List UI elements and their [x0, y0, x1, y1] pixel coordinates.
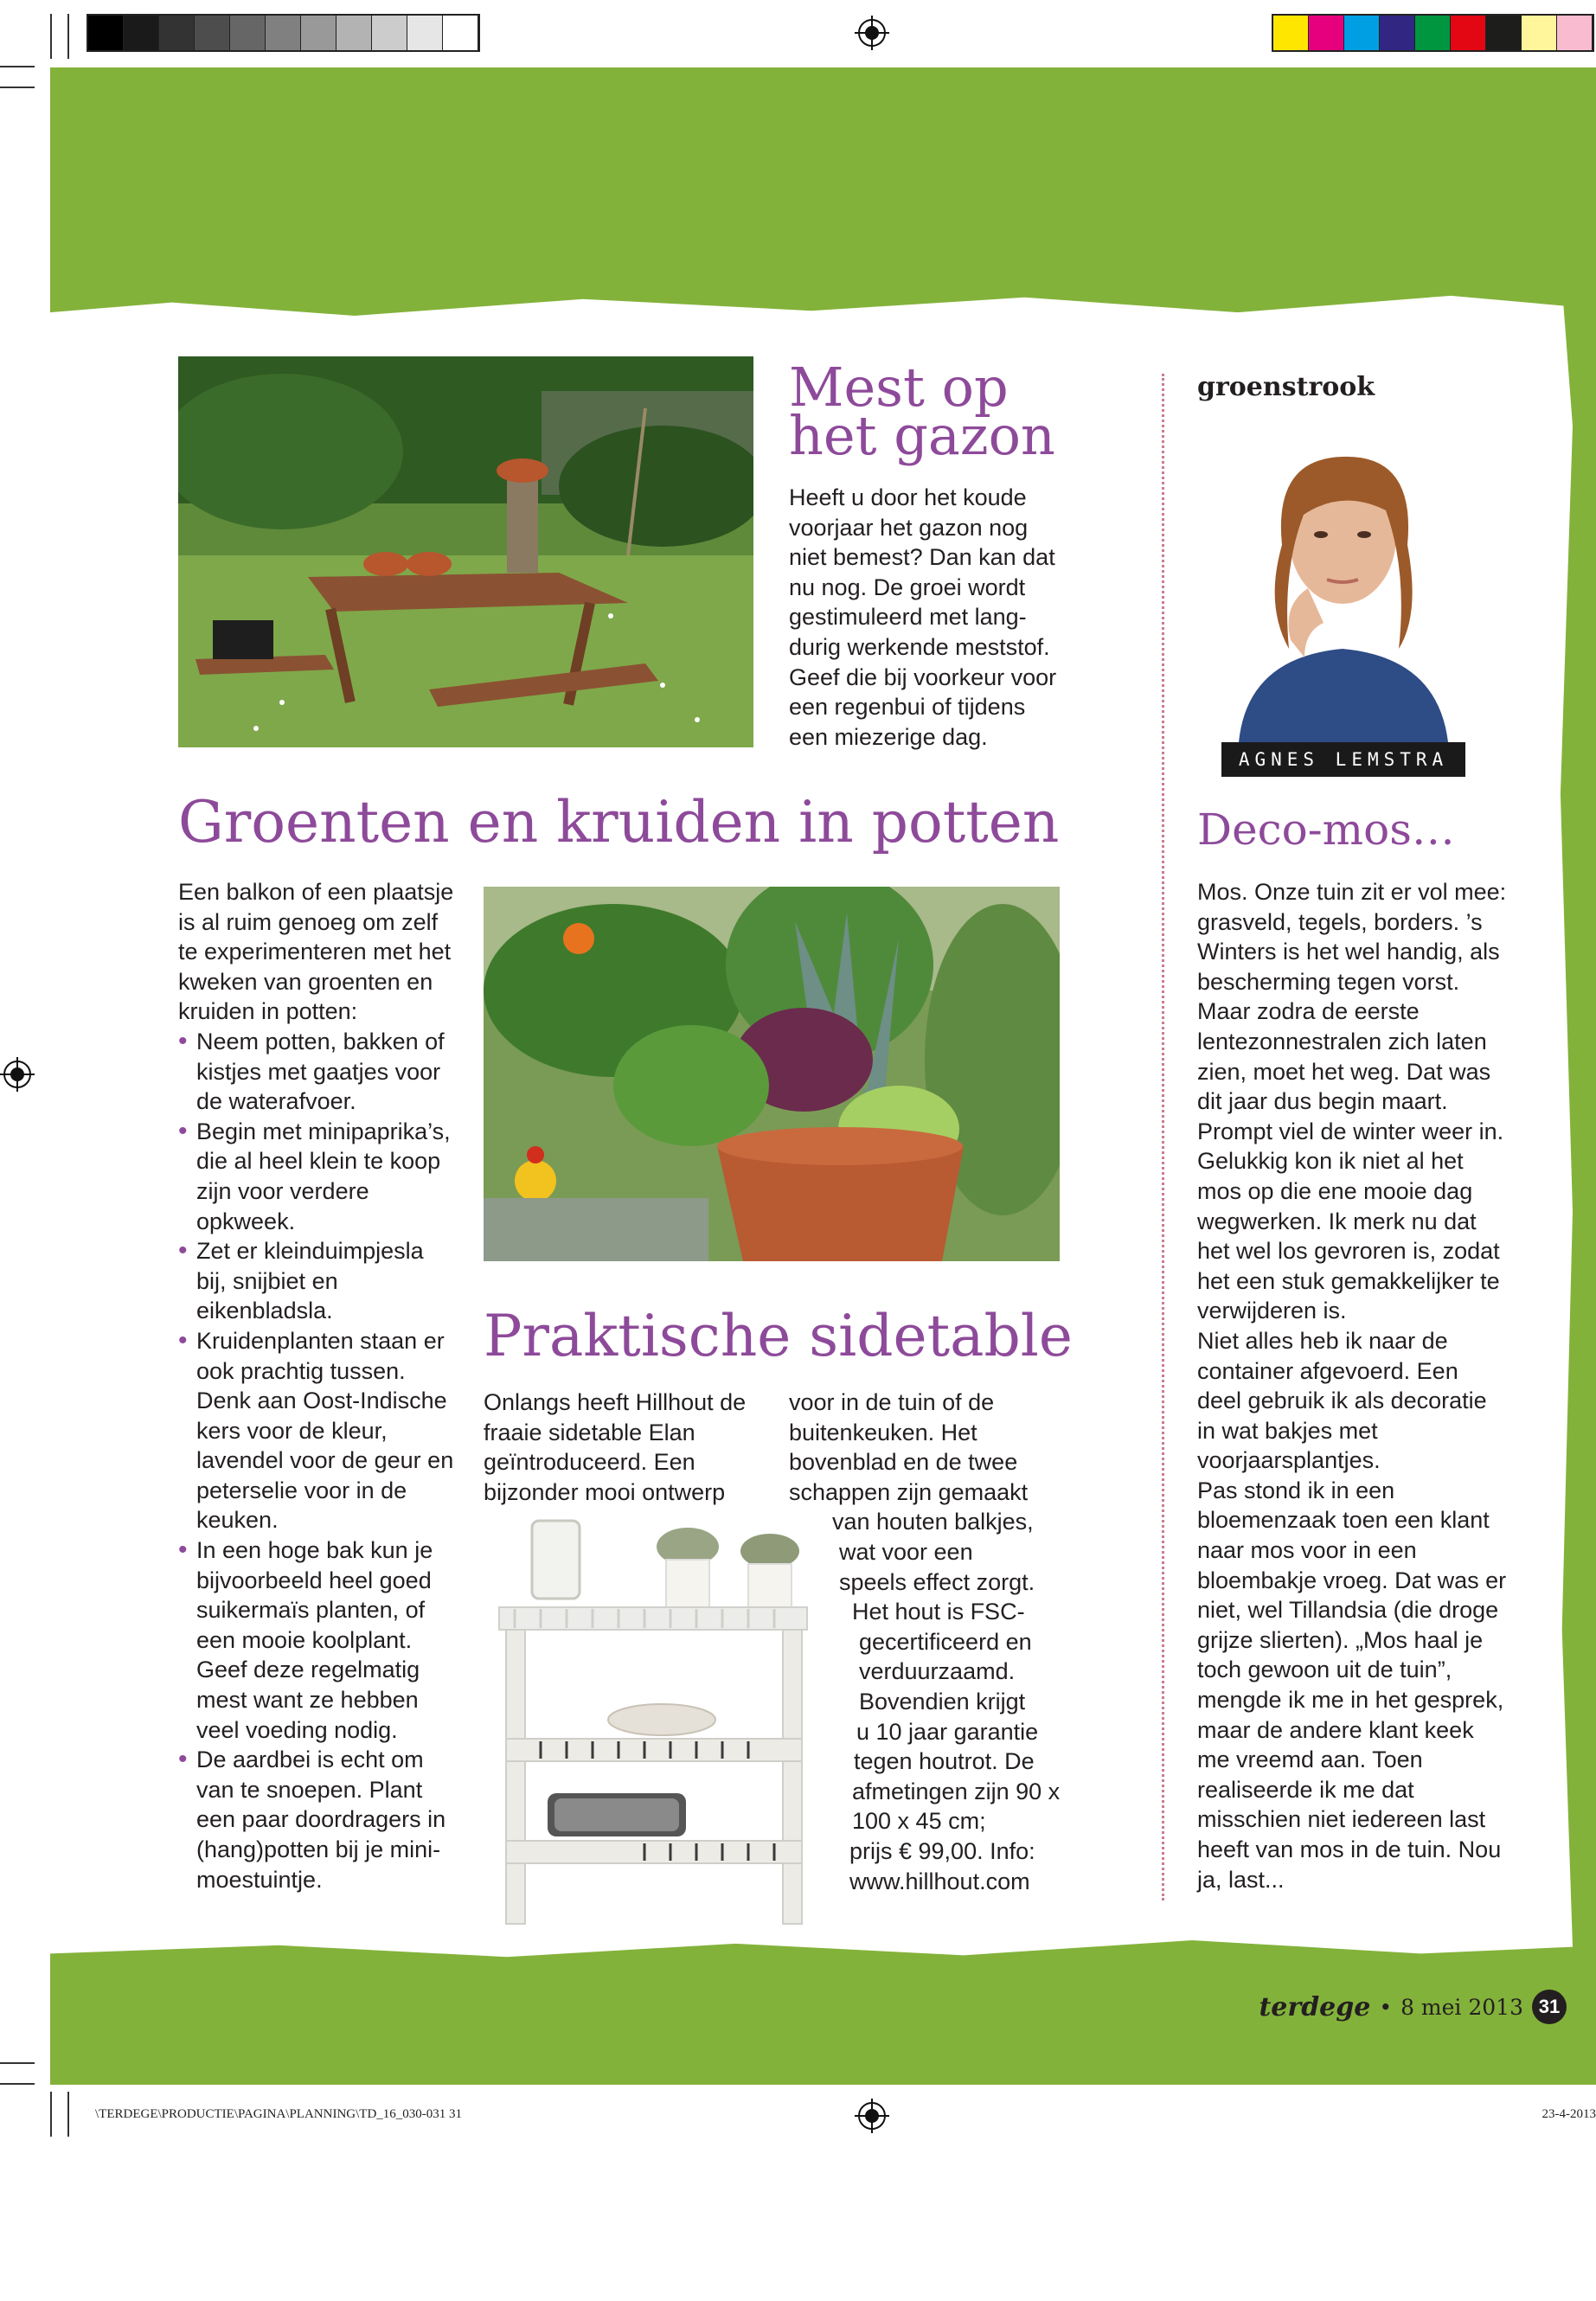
calibration-swatch: [1522, 16, 1557, 50]
text-line: prijs € 99,00. Info:: [849, 1838, 1035, 1864]
crop-mark: [50, 14, 52, 59]
issue-date: 8 mei 2013: [1401, 1994, 1523, 2020]
text-line: van houten balkjes,: [832, 1509, 1034, 1535]
print-slug-path: \TERDEGE\PRODUCTIE\PAGINA\PLANNING\TD_16_030-031 31: [95, 2107, 463, 2121]
calibration-swatch: [1415, 16, 1451, 50]
calibration-swatch: [1344, 16, 1380, 50]
column-paragraph: Pas stond ik in een bloemenzaak toen een klant naar mos voor in een bloembakje vroeg. Dat was er niet, wel Tillandsia (die droge grijze slierten). „Mos haal je toch gewoon uit de tuin”, mengde ik me in het gesprek, maar de andere klant keek me vreemd aan. Toen realiseerde ik me dat misschien niet iedereen last heeft van mos in de tuin. Nou ja, last...: [1197, 1477, 1507, 1893]
calibration-swatch: [195, 16, 230, 50]
crop-mark: [67, 2092, 69, 2137]
text-line: tegen houtrot. De: [854, 1748, 1035, 1775]
crop-mark: [50, 2092, 52, 2137]
calibration-swatch: [88, 16, 124, 50]
crop-mark: [0, 2083, 35, 2085]
rubric-label: groenstrook: [1197, 372, 1375, 402]
text-line: www.hillhout.com: [849, 1868, 1030, 1894]
calibration-swatch: [407, 16, 443, 50]
text-line: u 10 jaar garantie: [856, 1718, 1039, 1745]
sidetable-title: Praktische sidetable: [484, 1303, 1073, 1369]
color-calibration-bar: [1272, 14, 1594, 52]
calibration-swatch: [230, 16, 266, 50]
text-line: gecertificeerd en: [859, 1628, 1032, 1655]
calibration-swatch: [1451, 16, 1486, 50]
text-line: afmetingen zijn 90 x: [852, 1778, 1061, 1804]
vegetable-pot-photo: [484, 887, 1060, 1261]
list-item: • De aardbei is echt om van te snoepen. Plant een paar doordragers in (hang)potten bij je minimoestuintje.: [178, 1745, 455, 1894]
column-body: [1197, 877, 1509, 1894]
list-item: • In een hoge bak kun je bijvoorbeeld heel goed suikermaïs planten, of een mooie koolplant. Geef deze regelmatig mest want ze hebben veel voeding nodig.: [178, 1535, 455, 1745]
column-title: Deco-mos…: [1197, 804, 1455, 855]
calibration-swatch: [1273, 16, 1309, 50]
text-line: bovenblad en de twee: [789, 1449, 1018, 1476]
column-paragraph: Niet alles heb ik naar de container afgevoerd. Een deel gebruik ik als decoratie in wat bakjes met voorjaarsplantjes.: [1197, 1327, 1487, 1474]
calibration-swatch: [1380, 16, 1415, 50]
page-number-badge: 31: [1532, 1990, 1567, 2024]
text-line: Bovendien krijgt: [859, 1689, 1026, 1715]
mest-title-line-1: Mest op: [789, 356, 1009, 419]
author-portrait: [1221, 441, 1465, 742]
registration-target-icon: [855, 16, 889, 50]
registration-target-icon: [0, 1057, 35, 1092]
list-item: • Neem potten, bakken of kistjes met gaatjes voor de waterafvoer.: [178, 1027, 455, 1117]
magazine-brand: terdege: [1259, 1991, 1371, 2022]
calibration-swatch: [443, 16, 478, 50]
grayscale-calibration-bar: [87, 14, 480, 52]
sidetable-col1: Onlangs heeft Hillhout de fraaie sidetable Elan geïntroduceerd. Een bijzonder mooi ontwerp: [484, 1389, 747, 1505]
crop-mark: [0, 66, 35, 67]
text-line: buitenkeuken. Het: [789, 1419, 977, 1445]
calibration-swatch: [337, 16, 372, 50]
text-line: voor in de tuin of de: [789, 1389, 995, 1415]
calibration-swatch: [301, 16, 337, 50]
text-line: Het hout is FSC-: [852, 1599, 1025, 1625]
print-slug-date: 23-4-2013: [1542, 2107, 1596, 2121]
list-item: • Zet er kleinduimpjesla bij, snijbiet en eikenbladsla.: [178, 1236, 455, 1326]
column-divider: [1162, 374, 1164, 1900]
footer-separator: •: [1379, 1994, 1393, 2020]
calibration-swatch: [266, 16, 301, 50]
list-item: • Begin met minipaprika’s, die al heel klein te koop zijn voor verdere opkweek.: [178, 1117, 455, 1236]
calibration-swatch: [1309, 16, 1344, 50]
groenten-title: Groenten en kruiden in potten: [178, 789, 1060, 856]
calibration-swatch: [1557, 16, 1593, 50]
text-line: speels effect zorgt.: [839, 1568, 1035, 1595]
text-line: wat voor een: [839, 1539, 973, 1565]
column-paragraph: Mos. Onze tuin zit er vol mee: grasveld, tegels, borders. ’s Winters is het wel handig, als bescherming tegen vorst. Maar zodra de eerste lentezonnestralen zich laten zien, moet het weg. Dat was dit jaar dus begin maart. Prompt viel de winter weer in. Gelukkig kon ik niet al het mos op die ene mooie dag wegwerken. Ik merk nu dat het wel los gevroren is, zodat het een stuk gemakkelijker te verwijderen is.: [1197, 879, 1507, 1324]
mest-body: Heeft u door het koude voorjaar het gazon nog niet bemest? Dan kan dat nu nog. De groei wordt gestimuleerd met langdurig werkende meststof. Geef die bij voorkeur voor een regenbui of tijdens een miezerige dag.: [789, 484, 1057, 750]
text-line: verduurzaamd.: [859, 1658, 1016, 1685]
author-name-tag: AGNES LEMSTRA: [1221, 742, 1465, 777]
sidetable-product-photo: [480, 1512, 826, 1927]
list-item: • Kruidenplanten staan er ook prachtig tussen. Denk aan Oost-Indische kers voor de kleur, lavendel voor de geur en peterselie voor in de keuken.: [178, 1326, 455, 1535]
calibration-swatch: [1486, 16, 1522, 50]
crop-mark: [0, 87, 35, 88]
calibration-swatch: [159, 16, 195, 50]
text-line: schappen zijn gemaakt: [789, 1478, 1029, 1505]
calibration-swatch: [124, 16, 159, 50]
mest-title-line-2: het gazon: [789, 404, 1055, 467]
calibration-swatch: [372, 16, 407, 50]
crop-mark: [67, 14, 69, 59]
mest-title: [789, 356, 1055, 467]
registration-target-icon: [855, 2099, 889, 2133]
picnic-table-photo: [178, 356, 753, 747]
groenten-intro: Een balkon of een plaatsje is al ruim genoeg om zelf te experimenteren met het kweken van groenten en kruiden in potten:: [178, 879, 454, 1025]
text-line: 100 x 45 cm;: [852, 1808, 986, 1835]
page-footer: [1259, 1990, 1567, 2024]
crop-mark: [0, 2062, 35, 2064]
